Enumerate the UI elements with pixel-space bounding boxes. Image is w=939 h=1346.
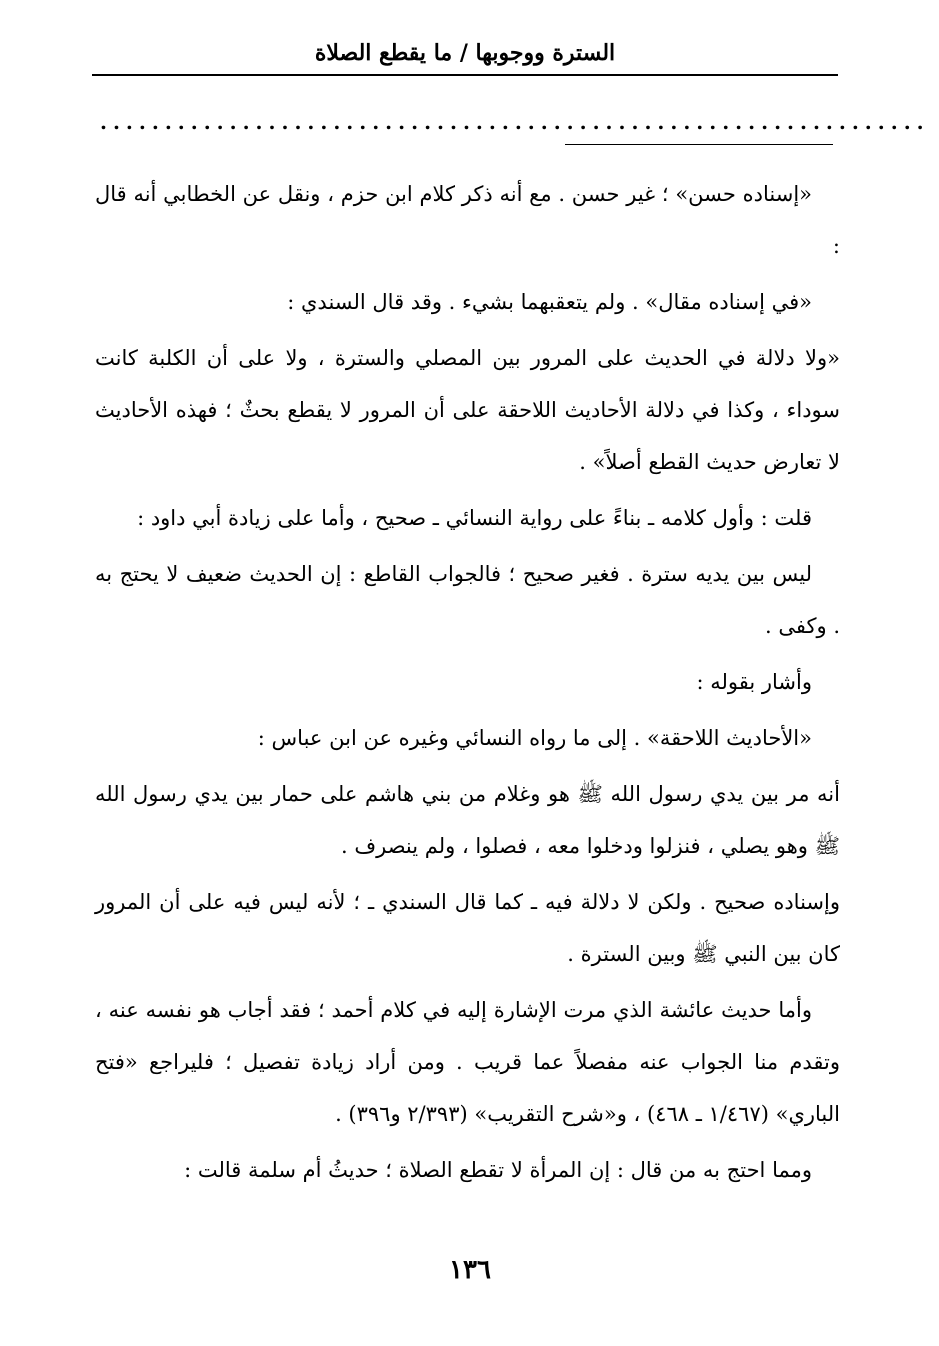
main-text [95,168,840,1200]
running-header: السترة ووجوبها / ما يقطع الصلاة [314,40,616,66]
paragraph: وأما حديث عائشة الذي مرت الإشارة إليه في كلام أحمد ؛ فقد أجاب هو نفسه عنه ، وتقدم منا الجواب عنه مفصلاً عما قريب . ومن أراد زيادة تفصيل ؛ فليراجع «فتح الباري» (١/٤٦٧ ـ ٤٦٨) ، و«شرح التقريب» (٢/٣٩٣ و٣٩٦) . [95,998,840,1126]
page-number: ١٣٦ [449,1255,491,1285]
paragraph: وإسناده صحيح . ولكن لا دلالة فيه ـ كما قال السندي ـ ؛ لأنه ليس فيه على أن المرور كان بين النبي ﷺ وبين السترة . [95,890,840,966]
paragraph: وأشار بقوله : [696,670,812,694]
paragraph: أنه مر بين يدي رسول الله ﷺ هو وغلام من بني هاشم على حمار بين يدي رسول الله ﷺ وهو يصلي ، فنزلوا ودخلوا معه ، فصلوا ، ولم ينصرف . [95,782,840,858]
paragraph: «إسناده حسن» ؛ غير حسن . مع أنه ذكر كلام ابن حزم ، ونقل عن الخطابي أنه قال : [95,182,840,258]
paragraph: «ولا دلالة في الحديث على المرور بين المصلي والسترة ، ولا على أن الكلبة كانت سوداء ، وكذا في دلالة الأحاديث اللاحقة على أن المرور لا يقطع بحثٌ ؛ فهذه الأحاديث لا تعارض حديث القطع أصلاً» . [95,346,840,474]
footnote-continuation-dots: ................................................................ [100,110,930,134]
paragraph: «في إسناده مقال» . ولم يتعقبهما بشيء . وقد قال السندي : [287,290,812,314]
footnote-rule [565,144,833,145]
paragraph: ليس بين يديه سترة . فغير صحيح ؛ فالجواب القاطع : إن الحديث ضعيف لا يحتج به . وكفى . [95,562,840,638]
paragraph: «الأحاديث اللاحقة» . إلى ما رواه النسائي وغيره عن ابن عباس : [257,726,812,750]
paragraph: ومما احتج به من قال : إن المرأة لا تقطع الصلاة ؛ حديثُ أم سلمة قالت : [184,1158,812,1182]
header-rule [92,74,838,76]
paragraph: قلت : وأول كلامه ـ بناءً على رواية النسائي ـ صحيح ، وأما على زيادة أبي داود : [137,506,812,530]
